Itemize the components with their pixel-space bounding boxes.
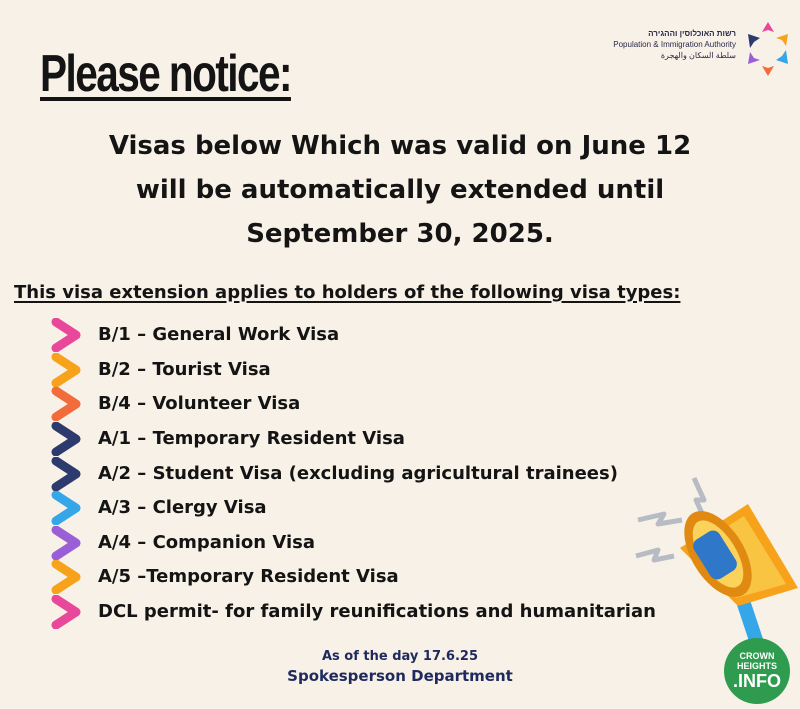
list-item [50,353,730,388]
visa-label: DCL permit- for family reunifications and humanitarian [98,601,656,623]
megaphone-icon [630,470,800,660]
list-item [50,422,730,457]
chevron-right-icon [50,387,86,421]
chevron-right-icon [50,491,86,525]
chevron-right-icon [50,560,86,594]
chevron-right-icon [50,422,86,456]
visa-label: A/1 – Temporary Resident Visa [98,428,405,450]
announcement-line-1: Visas below Which was valid on June 12 [108,131,692,161]
visa-label: A/3 – Clergy Visa [98,497,267,519]
star-emblem-icon [742,20,794,78]
logo-hebrew-name: רשות האוכלוסין וההגירה [648,29,736,38]
list-item [50,456,730,491]
announcement [40,124,760,256]
logo-english-name: Population & Immigration Authority [613,40,736,49]
visa-label: B/1 – General Work Visa [98,324,340,346]
logo-text [596,28,736,61]
chevron-right-icon [50,353,86,387]
page-title: Please notice: [40,45,291,103]
list-item [50,560,730,595]
chevron-right-icon [50,526,86,560]
chevron-right-icon [50,457,86,491]
list-item [50,318,730,353]
footer-department: Spokesperson Department [287,667,513,685]
footer [240,648,560,686]
chevron-right-icon [50,318,86,352]
visa-label: A/5 –Temporary Resident Visa [98,566,399,588]
badge-line-2: HEIGHTS [736,661,777,671]
authority-logo [596,18,796,82]
list-item [50,595,730,630]
announcement-line-3: September 30, 2025. [246,219,554,249]
badge-line-3: .INFO [733,671,781,691]
logo-arabic-name: سلطة السكان والهجرة [660,51,736,60]
chevron-right-icon [50,595,86,629]
list-item [50,491,730,526]
visa-types-heading: This visa extension applies to holders of the following visa types: [14,282,681,303]
site-watermark-badge [724,638,790,704]
list-item [50,387,730,422]
footer-date: As of the day 17.6.25 [321,649,479,664]
badge-line-1: CROWN [739,651,775,661]
list-item [50,526,730,561]
visa-label: A/2 – Student Visa (excluding agricultural trainees) [98,462,618,484]
announcement-line-2: will be automatically extended until [135,175,665,205]
visa-types-list [50,318,730,629]
visa-label: B/4 – Volunteer Visa [98,393,301,415]
visa-label: B/2 – Tourist Visa [98,358,271,380]
visa-label: A/4 – Companion Visa [98,531,316,553]
